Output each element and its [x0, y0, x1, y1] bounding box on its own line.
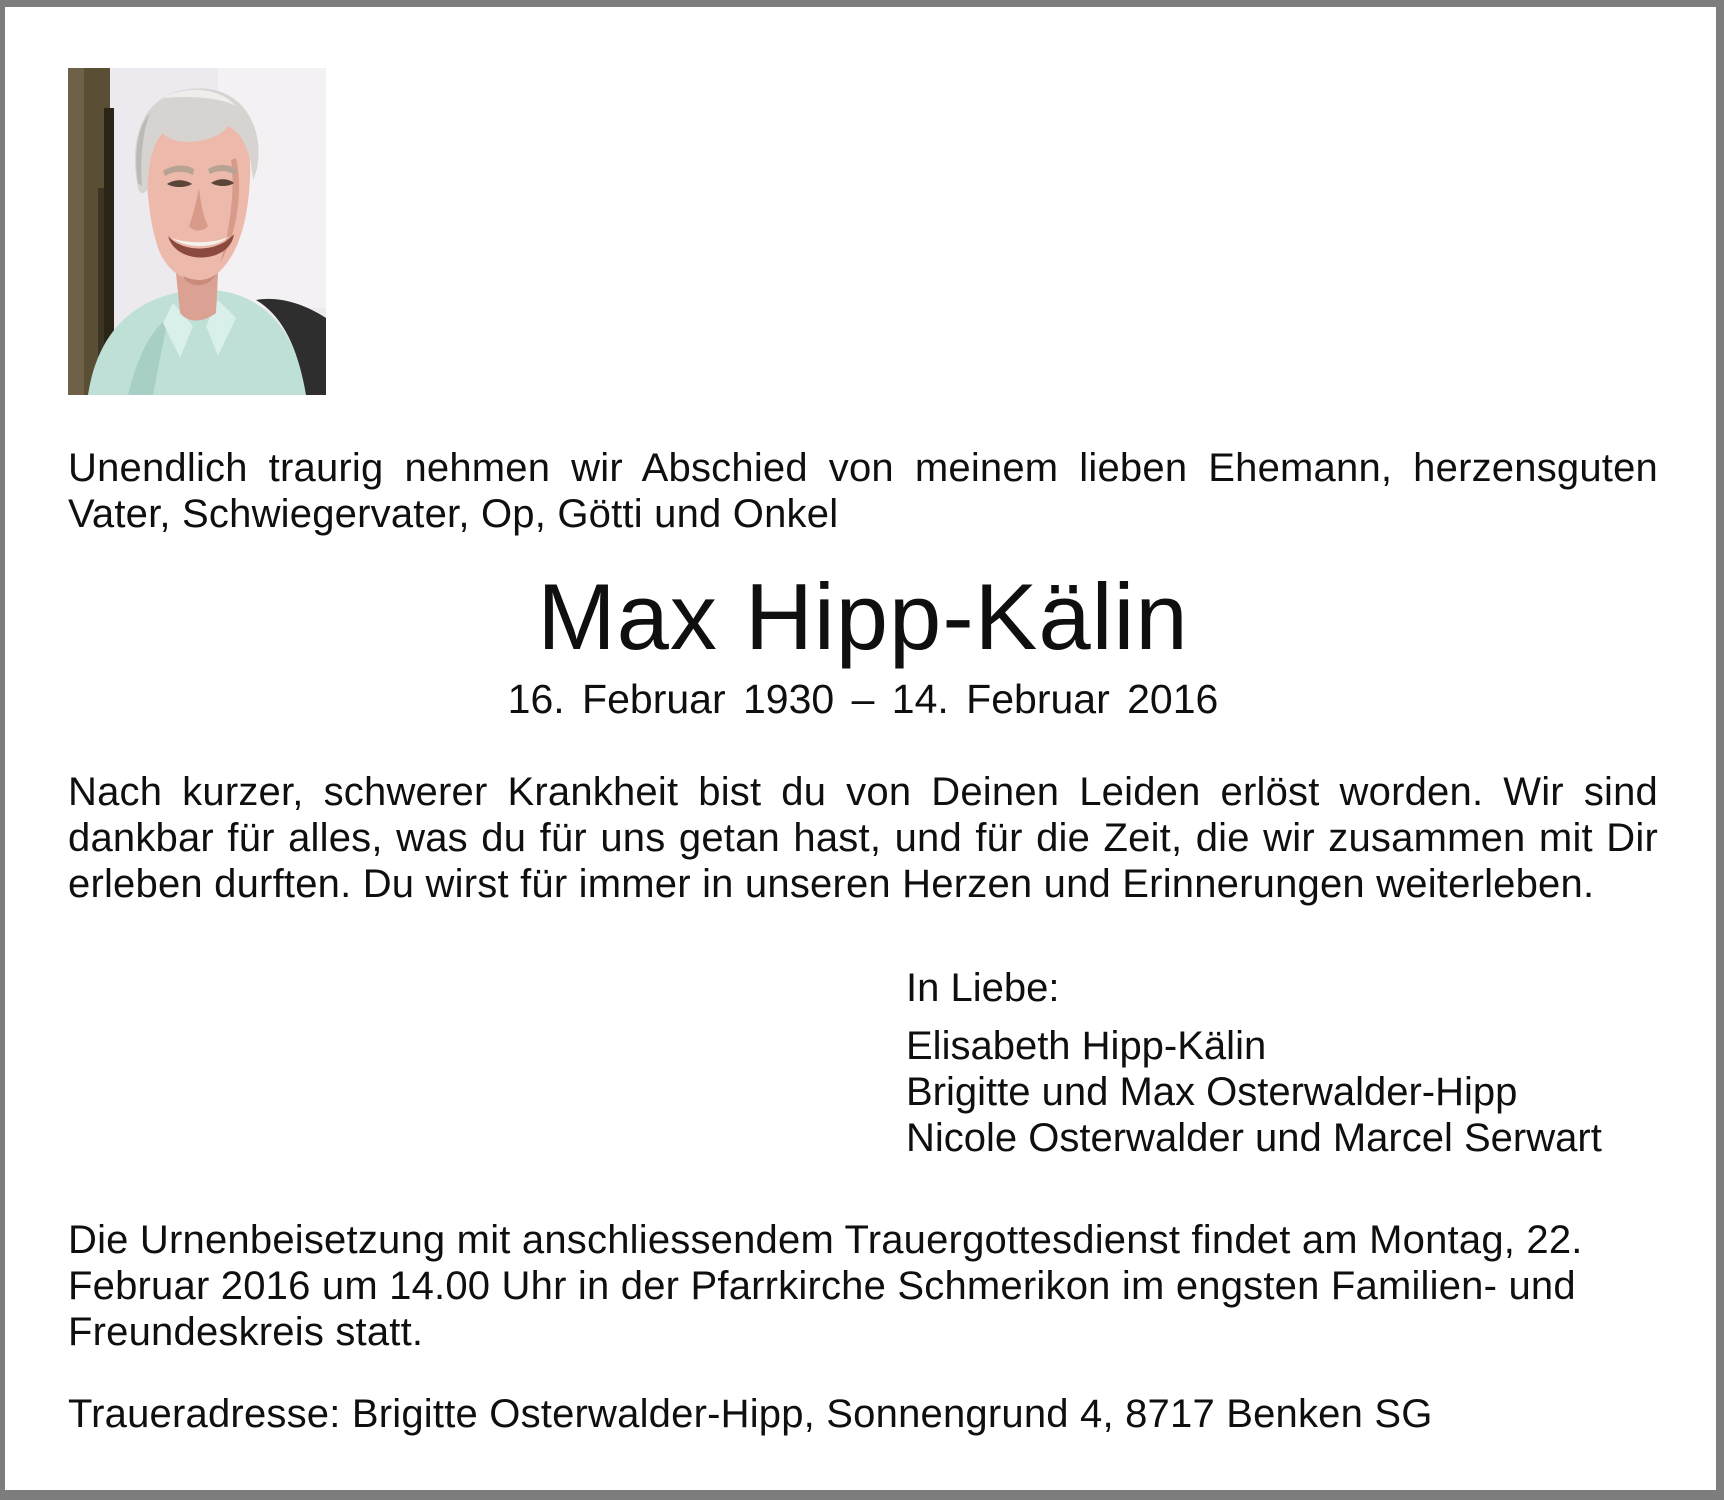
obituary-content: [5, 7, 1716, 1490]
intro-paragraph: Unendlich traurig nehmen wir Abschied von meinem lieben Ehemann, herzensguten Vater, Schwiegervater, Op, Götti und Onkel: [68, 446, 1658, 536]
mourner-name: Nicole Osterwalder und Marcel Serwart: [906, 1116, 1602, 1160]
mourners-block: [906, 965, 1658, 1161]
deceased-name: Max Hipp-Kälin: [537, 564, 1189, 669]
mourner-name: Elisabeth Hipp-Kälin: [906, 1024, 1267, 1068]
mourning-address: Traueradresse: Brigitte Osterwalder-Hipp, Sonnengrund 4, 8717 Benken SG: [68, 1392, 1433, 1436]
condolence-heading: In Liebe:: [906, 966, 1060, 1010]
life-dates: 16. Februar 1930 – 14. Februar 2016: [507, 676, 1219, 722]
funeral-info-paragraph: Die Urnenbeisetzung mit anschliessendem Trauergottesdienst findet am Montag, 22. Februar 2016 um 14.00 Uhr in der Pfarrkirche Schmerikon im engsten Familien- und Freundeskreis statt.: [68, 1218, 1583, 1354]
memorial-paragraph: Nach kurzer, schwerer Krankheit bist du von Deinen Leiden erlöst worden. Wir sind dankbar für alles, was du für uns getan hast, und für die Zeit, die wir zusammen mit Dir erleben durften. Du wirst für immer in unseren Herzen und Erinnerungen weiterleben.: [68, 770, 1658, 906]
mourner-name: Brigitte und Max Osterwalder-Hipp: [906, 1070, 1518, 1114]
portrait-photo: [68, 68, 326, 395]
